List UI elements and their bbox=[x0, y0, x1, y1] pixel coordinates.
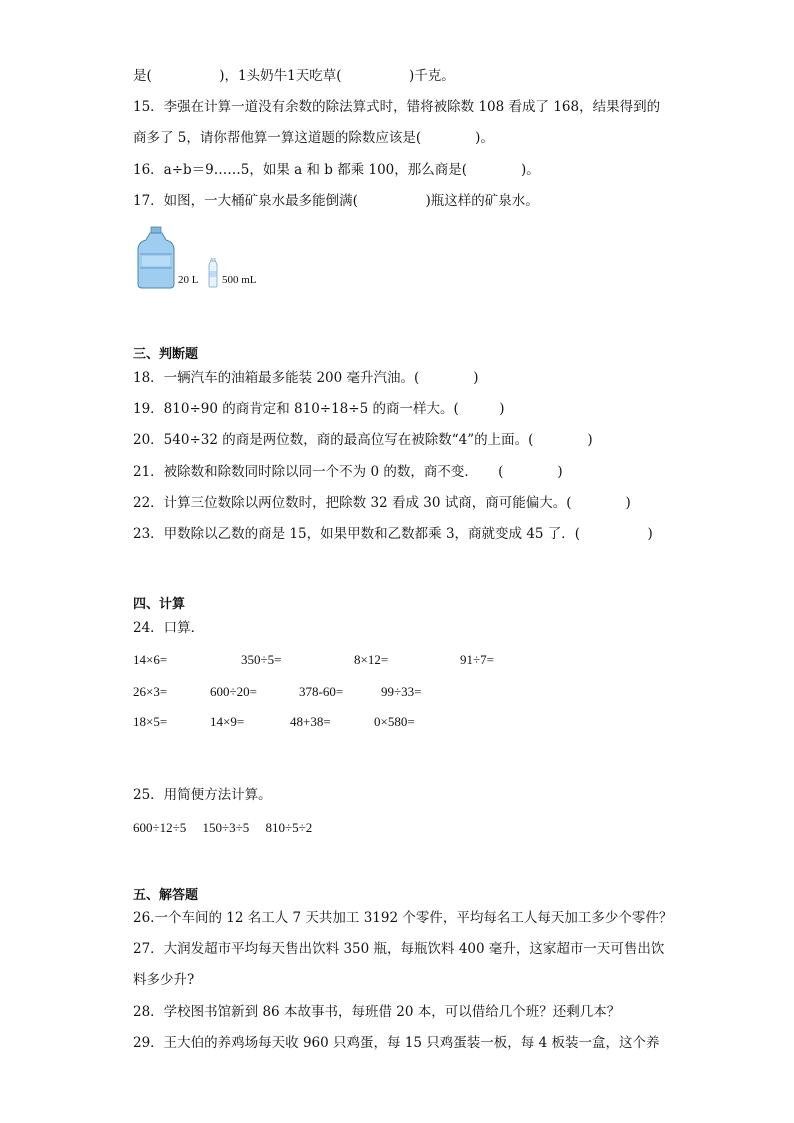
calc-item: 99÷33= bbox=[381, 684, 422, 699]
calc-item: 600÷20= bbox=[210, 684, 257, 699]
section4-title: 四、计算 bbox=[133, 597, 186, 612]
calc-item: 91÷7= bbox=[460, 652, 494, 667]
calc-item: 14×6= bbox=[133, 652, 168, 667]
water-jug-icon bbox=[136, 226, 176, 290]
q17: 17．如图，一大桶矿泉水最多能倒满( )瓶这样的矿泉水。 bbox=[133, 193, 539, 209]
q23: 23．甲数除以乙数的商是 15，如果甲数和乙数都乘 3，商就变成 45 了．( ) bbox=[133, 526, 653, 542]
big-jug-label: 20 L bbox=[178, 274, 199, 286]
q16: 16．a÷b＝9……5，如果 a 和 b 都乘 100，那么商是( )。 bbox=[133, 162, 540, 178]
q14-tail: 是( )，1头奶牛1天吃草( )千克。 bbox=[133, 68, 455, 84]
q15-line2: 商多了 5，请你帮他算一算这道题的除数应该是( )。 bbox=[133, 130, 494, 146]
calc-item: 18×5= bbox=[133, 714, 168, 729]
q25-label: 25．用简便方法计算。 bbox=[133, 787, 272, 803]
calc-item: 26×3= bbox=[133, 684, 168, 699]
section3-title: 三、判断题 bbox=[133, 347, 199, 362]
small-bottle-icon bbox=[207, 258, 219, 288]
q29: 29．王大伯的养鸡场每天收 960 只鸡蛋，每 15 只鸡蛋装一板，每 4 板装一盒，这个养 bbox=[133, 1035, 660, 1051]
q15-line1: 15．李强在计算一道没有余数的除法算式时，错将被除数 108 看成了 168，结果得到的 bbox=[133, 99, 661, 115]
q27-line1: 27．大润发超市平均每天售出饮料 350 瓶，每瓶饮料 400 毫升，这家超市一天可售出饮 bbox=[133, 941, 665, 957]
calc-item: 14×9= bbox=[210, 714, 245, 729]
q18: 18．一辆汽车的油箱最多能装 200 毫升汽油。( ) bbox=[133, 370, 479, 386]
q22: 22．计算三位数除以两位数时，把除数 32 看成 30 试商，商可能偏大。( ) bbox=[133, 495, 631, 511]
calc-item: 8×12= bbox=[354, 652, 389, 667]
q27-line2: 料多少升? bbox=[133, 972, 195, 988]
q26: 26.一个车间的 12 名工人 7 天共加工 3192 个零件，平均每名工人每天加工多少个零件？ bbox=[133, 910, 673, 926]
section5-title: 五、解答题 bbox=[133, 888, 199, 903]
calc-item: 0×580= bbox=[374, 714, 415, 729]
water-figure bbox=[136, 226, 276, 292]
q21: 21．被除数和除数同时除以同一个不为 0 的数，商不变． ( ) bbox=[133, 464, 563, 480]
calc-item: 378-60= bbox=[299, 684, 344, 699]
q28: 28．学校图书馆新到 86 本故事书，每班借 20 本，可以借给几个班？还剩几本？ bbox=[133, 1004, 621, 1020]
q25-items: 600÷12÷5 150÷3÷5 810÷5÷2 bbox=[133, 820, 313, 835]
q20: 20．540÷32 的商是两位数，商的最高位写在被除数“4”的上面。( ) bbox=[133, 432, 593, 448]
q19: 19．810÷90 的商肯定和 810÷18÷5 的商一样大。( ) bbox=[133, 401, 505, 417]
calc-item: 350÷5= bbox=[241, 652, 282, 667]
small-bottle-label: 500 mL bbox=[222, 274, 257, 286]
calc-item: 48+38= bbox=[290, 714, 331, 729]
q24-label: 24．口算． bbox=[133, 620, 205, 636]
